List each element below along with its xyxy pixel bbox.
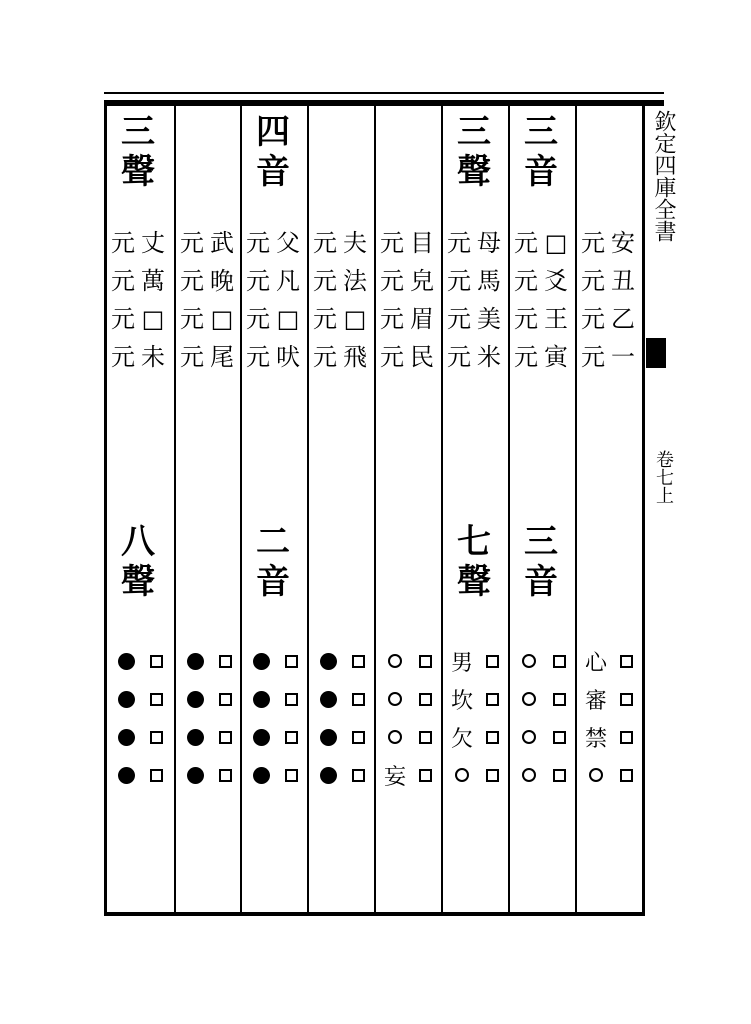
filled-circle-mark: [246, 756, 276, 794]
header-char: 音: [256, 152, 290, 192]
glyph: 元: [246, 229, 270, 257]
square-icon: [150, 655, 163, 668]
square-mark: [276, 642, 306, 680]
marks-right: [141, 642, 171, 794]
square-icon: [620, 655, 633, 668]
glyph: 眉: [410, 305, 434, 333]
glyph: 元: [447, 267, 471, 295]
marks-left: [380, 642, 410, 794]
glyph: 王: [544, 305, 568, 333]
divider-6: [508, 104, 510, 914]
square-mark: [210, 642, 240, 680]
marks-right: [544, 642, 574, 794]
square-mark: [343, 756, 373, 794]
marks-right: [477, 642, 507, 794]
glyph: 元: [313, 343, 337, 371]
square-icon: [419, 655, 432, 668]
glyph: 元: [246, 305, 270, 333]
glyph: 爻: [544, 267, 568, 295]
glyph: 元: [447, 343, 471, 371]
glyph: 馬: [477, 267, 501, 295]
bottom-header: [121, 522, 155, 602]
upper-glyphs-right: [210, 224, 234, 376]
marks-right: [611, 642, 641, 794]
filled-circle-mark: [313, 756, 343, 794]
glyph: 米: [477, 343, 501, 371]
glyph: 民: [410, 343, 434, 371]
bottom-header: [457, 522, 491, 602]
top-header: [121, 112, 155, 192]
square-icon: [219, 655, 232, 668]
open-circle-icon: [388, 730, 402, 744]
glyph: 元: [380, 305, 404, 333]
filled-circle-icon: [118, 729, 135, 746]
open-circle-mark: [581, 756, 611, 794]
square-mark: [276, 718, 306, 756]
square-icon: [150, 769, 163, 782]
glyph: 元: [180, 267, 204, 295]
glyph: 元: [246, 343, 270, 371]
glyph: 丈: [141, 229, 165, 257]
square-icon: [219, 693, 232, 706]
glyph: 元: [447, 305, 471, 333]
header-char: 音: [524, 152, 558, 192]
filled-circle-icon: [253, 729, 270, 746]
square-icon: [285, 731, 298, 744]
glyph: 元: [581, 343, 605, 371]
header-char: 音: [524, 562, 558, 602]
glyph: 欠: [450, 726, 473, 752]
juan-label: 卷七上: [653, 450, 674, 504]
upper-glyphs-right: [477, 224, 501, 376]
open-circle-mark: [514, 642, 544, 680]
square-mark: [343, 718, 373, 756]
marks-right: [210, 642, 240, 794]
header-char: 八: [121, 522, 155, 562]
square-mark: [611, 642, 641, 680]
square-mark: [544, 756, 574, 794]
square-mark: [343, 642, 373, 680]
square-mark: [611, 680, 641, 718]
filled-circle-mark: [246, 642, 276, 680]
top-header: [457, 112, 491, 192]
glyph: □: [210, 305, 234, 333]
square-mark: [276, 680, 306, 718]
glyph: 吠: [276, 343, 300, 371]
divider-7: [575, 104, 577, 914]
square-icon: [486, 769, 499, 782]
glyph: 元: [447, 229, 471, 257]
square-icon: [150, 731, 163, 744]
square-mark: [477, 718, 507, 756]
glyph: 萬: [141, 267, 165, 295]
header-char: 聲: [457, 152, 491, 192]
marks-left: [180, 642, 210, 794]
glyph: 元: [581, 267, 605, 295]
marks-right: [343, 642, 373, 794]
glyph: 一: [611, 343, 635, 371]
square-icon: [219, 769, 232, 782]
filled-circle-icon: [187, 767, 204, 784]
glyph: 安: [611, 229, 635, 257]
glyph: 母: [477, 229, 501, 257]
glyph: 妄: [383, 764, 406, 790]
marks-left: [447, 642, 477, 794]
upper-glyphs-left: [514, 224, 538, 376]
marks-left: [581, 642, 611, 794]
glyph: 目: [410, 229, 434, 257]
glyph: □: [141, 305, 165, 333]
header-char: 三: [457, 112, 491, 152]
filled-circle-mark: [246, 680, 276, 718]
filled-circle-icon: [118, 767, 135, 784]
square-mark: [477, 756, 507, 794]
filled-circle-mark: [246, 718, 276, 756]
glyph: 凡: [276, 267, 300, 295]
square-icon: [553, 769, 566, 782]
square-mark: [611, 756, 641, 794]
square-icon: [285, 655, 298, 668]
marks-right: [410, 642, 440, 794]
square-icon: [620, 769, 633, 782]
header-char: 三: [121, 112, 155, 152]
filled-circle-icon: [320, 729, 337, 746]
divider-2: [240, 104, 242, 914]
filled-circle-mark: [180, 642, 210, 680]
square-icon: [352, 769, 365, 782]
filled-circle-mark: [111, 642, 141, 680]
glyph: 元: [380, 229, 404, 257]
glyph: 武: [210, 229, 234, 257]
glyph: 美: [477, 305, 501, 333]
marks-left: [313, 642, 343, 794]
filled-circle-icon: [187, 653, 204, 670]
marks-left: [514, 642, 544, 794]
glyph: 元: [581, 305, 605, 333]
open-circle-icon: [455, 768, 469, 782]
upper-glyphs-right: [276, 224, 300, 376]
glyph: 元: [246, 267, 270, 295]
glyph: 乙: [611, 305, 635, 333]
square-icon: [150, 693, 163, 706]
upper-glyphs-left: [380, 224, 404, 376]
glyph: 審: [584, 688, 607, 714]
square-icon: [553, 731, 566, 744]
square-icon: [352, 655, 365, 668]
upper-glyphs-left: [581, 224, 605, 376]
header-char: 四: [256, 112, 290, 152]
square-mark: [410, 642, 440, 680]
header-char: 聲: [457, 562, 491, 602]
glyph: 元: [111, 343, 135, 371]
square-mark: [410, 680, 440, 718]
filled-circle-icon: [320, 767, 337, 784]
square-icon: [620, 693, 633, 706]
open-circle-mark: [447, 756, 477, 794]
glyph: 飛: [343, 343, 367, 371]
upper-glyphs-left: [180, 224, 204, 376]
glyph: 男: [450, 650, 473, 676]
square-icon: [419, 731, 432, 744]
square-icon: [419, 769, 432, 782]
glyph: 法: [343, 267, 367, 295]
open-circle-icon: [388, 654, 402, 668]
glyph: 元: [581, 229, 605, 257]
filled-circle-icon: [187, 691, 204, 708]
glyph: 晚: [210, 267, 234, 295]
open-circle-icon: [522, 692, 536, 706]
upper-glyphs-left: [447, 224, 471, 376]
square-mark: [141, 756, 171, 794]
filled-circle-mark: [313, 642, 343, 680]
open-circle-mark: [380, 680, 410, 718]
square-mark: [544, 718, 574, 756]
open-circle-icon: [388, 692, 402, 706]
square-icon: [486, 731, 499, 744]
glyph: 元: [313, 267, 337, 295]
marks-left: [246, 642, 276, 794]
glyph: □: [276, 305, 300, 333]
filled-circle-icon: [320, 691, 337, 708]
glyph: □: [343, 305, 367, 333]
upper-glyphs-right: [141, 224, 165, 376]
upper-glyphs-left: [313, 224, 337, 376]
divider-1: [174, 104, 176, 914]
filled-circle-mark: [313, 680, 343, 718]
square-mark: [141, 642, 171, 680]
square-icon: [352, 693, 365, 706]
divider-5: [441, 104, 443, 914]
square-icon: [486, 655, 499, 668]
marks-left: [111, 642, 141, 794]
square-icon: [553, 693, 566, 706]
glyph: 元: [180, 229, 204, 257]
square-mark: [210, 680, 240, 718]
glyph: 禁: [584, 726, 607, 752]
square-mark: [544, 680, 574, 718]
header-char: 三: [524, 522, 558, 562]
square-icon: [419, 693, 432, 706]
square-mark: [210, 756, 240, 794]
open-circle-mark: [380, 718, 410, 756]
glyph: 元: [514, 267, 538, 295]
glyph: 坎: [450, 688, 473, 714]
open-circle-mark: [514, 680, 544, 718]
filled-circle-icon: [253, 767, 270, 784]
glyph: 寅: [544, 343, 568, 371]
upper-glyphs-right: [410, 224, 434, 376]
glyph: 元: [514, 343, 538, 371]
square-icon: [553, 655, 566, 668]
glyph: 元: [111, 267, 135, 295]
glyph: 元: [313, 305, 337, 333]
square-mark: [410, 756, 440, 794]
open-circle-mark: [380, 642, 410, 680]
square-mark: [410, 718, 440, 756]
square-mark: [141, 680, 171, 718]
filled-circle-icon: [253, 691, 270, 708]
glyph: □: [544, 229, 568, 257]
right-border: [642, 100, 645, 916]
square-icon: [285, 693, 298, 706]
filled-circle-mark: [180, 718, 210, 756]
open-circle-icon: [589, 768, 603, 782]
upper-glyphs-left: [246, 224, 270, 376]
glyph: 元: [380, 267, 404, 295]
glyph: 元: [111, 229, 135, 257]
upper-glyphs-right: [611, 224, 635, 376]
divider-4: [374, 104, 376, 914]
glyph: 元: [313, 229, 337, 257]
square-mark: [210, 718, 240, 756]
glyph: 夫: [343, 229, 367, 257]
upper-glyphs-right: [544, 224, 568, 376]
square-mark: [276, 756, 306, 794]
glyph: 元: [514, 229, 538, 257]
open-circle-icon: [522, 730, 536, 744]
square-mark: [343, 680, 373, 718]
left-border: [104, 100, 107, 916]
header-char: 二: [256, 522, 290, 562]
square-mark: [544, 642, 574, 680]
bottom-header: [524, 522, 558, 602]
glyph: 尾: [210, 343, 234, 371]
filled-circle-mark: [180, 680, 210, 718]
divider-3: [307, 104, 309, 914]
upper-glyphs-left: [111, 224, 135, 376]
filled-circle-icon: [118, 653, 135, 670]
top-border-thin: [104, 92, 664, 94]
open-circle-icon: [522, 768, 536, 782]
filled-circle-icon: [320, 653, 337, 670]
square-icon: [285, 769, 298, 782]
header-char: 聲: [121, 562, 155, 602]
glyph: 父: [276, 229, 300, 257]
top-border-thick: [104, 100, 664, 106]
square-icon: [620, 731, 633, 744]
glyph: 元: [514, 305, 538, 333]
header-char: 聲: [121, 152, 155, 192]
open-circle-mark: [514, 756, 544, 794]
header-char: 三: [524, 112, 558, 152]
square-mark: [141, 718, 171, 756]
bottom-header: [256, 522, 290, 602]
glyph: 元: [380, 343, 404, 371]
filled-circle-mark: [313, 718, 343, 756]
filled-circle-icon: [187, 729, 204, 746]
square-mark: [477, 680, 507, 718]
top-header: [524, 112, 558, 192]
filled-circle-icon: [253, 653, 270, 670]
filled-circle-mark: [180, 756, 210, 794]
upper-glyphs-right: [343, 224, 367, 376]
filled-circle-icon: [118, 691, 135, 708]
glyph: 未: [141, 343, 165, 371]
square-mark: [611, 718, 641, 756]
filled-circle-mark: [111, 756, 141, 794]
marks-right: [276, 642, 306, 794]
open-circle-icon: [522, 654, 536, 668]
square-mark: [477, 642, 507, 680]
top-header: [256, 112, 290, 192]
glyph: 元: [180, 305, 204, 333]
margin-fishtail: [646, 338, 666, 368]
glyph: 心: [584, 650, 607, 676]
filled-circle-mark: [111, 718, 141, 756]
open-circle-mark: [514, 718, 544, 756]
square-icon: [352, 731, 365, 744]
header-char: 音: [256, 562, 290, 602]
glyph: 皃: [410, 267, 434, 295]
glyph: 元: [180, 343, 204, 371]
square-icon: [219, 731, 232, 744]
filled-circle-mark: [111, 680, 141, 718]
book-title: 欽定四庫全書: [651, 110, 676, 242]
glyph: 元: [111, 305, 135, 333]
glyph: 丑: [611, 267, 635, 295]
square-icon: [486, 693, 499, 706]
header-char: 七: [457, 522, 491, 562]
